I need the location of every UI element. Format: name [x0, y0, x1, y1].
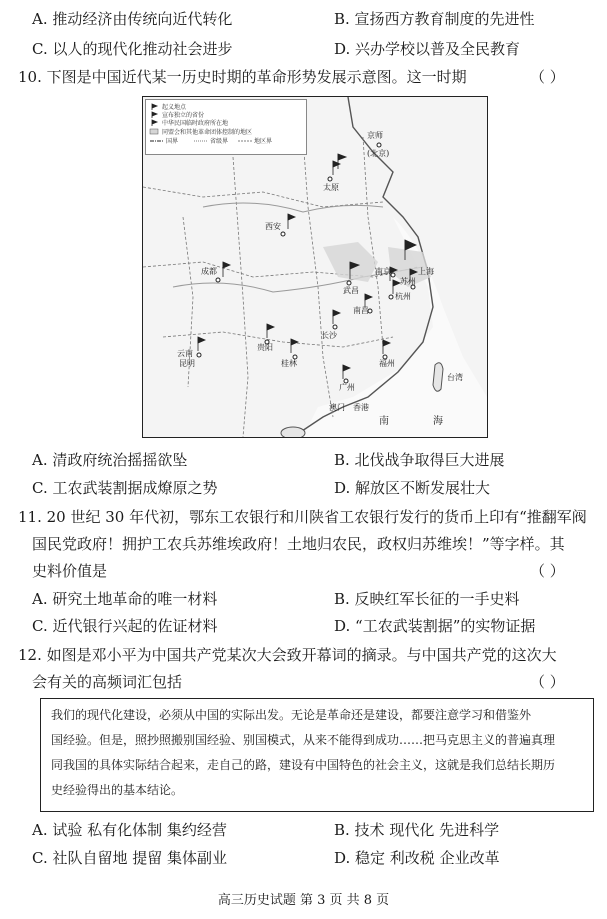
- q12-option-b: B. 技术 现代化 先进科学: [334, 821, 500, 839]
- q11-option-b: B. 反映红军长征的一手史料: [334, 590, 520, 608]
- q11-stem-line3: 史料价值是: [32, 562, 108, 580]
- q12-option-c: C. 社队自留地 提留 集体副业: [32, 849, 228, 867]
- legend-independent: 宣布独立的省份: [162, 112, 205, 119]
- region-taiwan: 台湾: [447, 373, 463, 382]
- city-hangzhou: 杭州: [395, 292, 411, 301]
- quote-line-1: 我们的现代化建设，必须从中国的实际出发。无论是革命还是建设，都要注意学习和借鉴外: [51, 708, 532, 722]
- q12-stem-line2: 会有关的高频词汇包括: [32, 673, 183, 691]
- q11-option-c: C. 近代银行兴起的佐证材料: [32, 617, 218, 635]
- deng-xiaoping-quote-box: [40, 698, 594, 812]
- quote-line-4: 史经验得出的基本结论。: [51, 783, 184, 797]
- q12-option-a: A. 试验 私有化体制 集约经营: [32, 821, 227, 839]
- sea-label-hai: 海: [433, 416, 443, 427]
- q11-answer-paren: （ ）: [530, 562, 565, 580]
- city-taiyuan: 太原: [323, 183, 339, 192]
- quote-line-2: 国经验。但是，照抄照搬别国经验、别国模式，从来不能得到成功……把马克思主义的普遍真理: [51, 733, 556, 747]
- city-guiyang: 贵阳: [257, 343, 273, 352]
- q11-stem-line1: 11. 20 世纪 30 年代初，鄂东工农银行和川陕省工农银行发行的货币上印有“推翻军阀: [18, 508, 587, 526]
- city-kunming: 昆明: [179, 359, 195, 368]
- q10-stem: 10. 下图是中国近代某一历史时期的革命形势发展示意图。这一时期: [18, 68, 467, 86]
- q10-answer-paren: （ ）: [530, 68, 565, 86]
- sea-label-south: 南: [379, 416, 389, 427]
- legend-region-line: 地区界: [254, 138, 273, 145]
- q9-option-d: D. 兴办学校以普及全民教育: [334, 40, 521, 58]
- q9-option-a: A. 推动经济由传统向近代转化: [32, 10, 233, 28]
- q10-option-c: C. 工农武装割据成燎原之势: [32, 479, 218, 497]
- revolution-map: [142, 96, 488, 438]
- city-nanchang: 南昌: [353, 306, 369, 315]
- page-footer: 高三历史试题 第 3 页 共 8 页: [217, 893, 390, 908]
- legend-province-line: 省级界: [210, 138, 229, 145]
- city-changsha: 长沙: [321, 331, 337, 340]
- q12-option-d: D. 稳定 利改税 企业改革: [334, 849, 500, 867]
- city-suzhou: 苏州: [400, 277, 416, 286]
- q11-stem-line2: 国民党政府！拥护工农兵苏维埃政府！土地归农民，政权归苏维埃！”等字样。其: [32, 535, 565, 553]
- legend-border: 国界: [166, 138, 179, 145]
- city-aomen: 澳门: [329, 403, 345, 412]
- city-beijing: (北京): [367, 149, 390, 158]
- region-yunnan: 云南: [177, 349, 193, 358]
- city-xian: 西安: [265, 222, 281, 231]
- quote-line-3: 同我国的具体实际结合起来，走自己的路，建设有中国特色的社会主义，这就是我们总结长期历: [51, 758, 556, 772]
- q9-option-c: C. 以人的现代化推动社会进步: [32, 40, 233, 58]
- city-nanjing: 南京: [375, 267, 391, 276]
- legend-uprising: 起义地点: [162, 104, 187, 111]
- city-fuzhou: 福州: [379, 359, 395, 368]
- city-chengdu: 成都: [201, 267, 217, 276]
- q10-option-d: D. 解放区不断发展壮大: [334, 479, 491, 497]
- legend-controlled-area: 同盟会和其他革命团体控制的地区: [162, 129, 253, 136]
- q10-option-b: B. 北伐战争取得巨大进展: [334, 451, 505, 469]
- city-xianggang: 香港: [353, 403, 369, 412]
- q10-option-a: A. 清政府统治摇摇欲坠: [32, 451, 188, 469]
- city-wuchang: 武昌: [343, 286, 359, 295]
- city-guilin: 桂林: [281, 359, 297, 368]
- q12-answer-paren: （ ）: [530, 673, 565, 691]
- q12-stem-line1: 12. 如图是邓小平为中国共产党某次大会致开幕词的摘录。与中国共产党的这次大: [18, 646, 557, 664]
- city-shanghai: 上海: [418, 267, 434, 276]
- city-jingshi: 京师: [367, 131, 383, 140]
- q9-option-b: B. 宣扬西方教育制度的先进性: [334, 10, 535, 28]
- city-guangzhou: 广州: [339, 383, 355, 392]
- legend-provisional-government: 中华民国临时政府所在地: [162, 120, 229, 127]
- q11-option-a: A. 研究土地革命的唯一材料: [32, 590, 218, 608]
- q11-option-d: D. “工农武装割据”的实物证据: [334, 617, 536, 635]
- map-legend: [145, 99, 307, 155]
